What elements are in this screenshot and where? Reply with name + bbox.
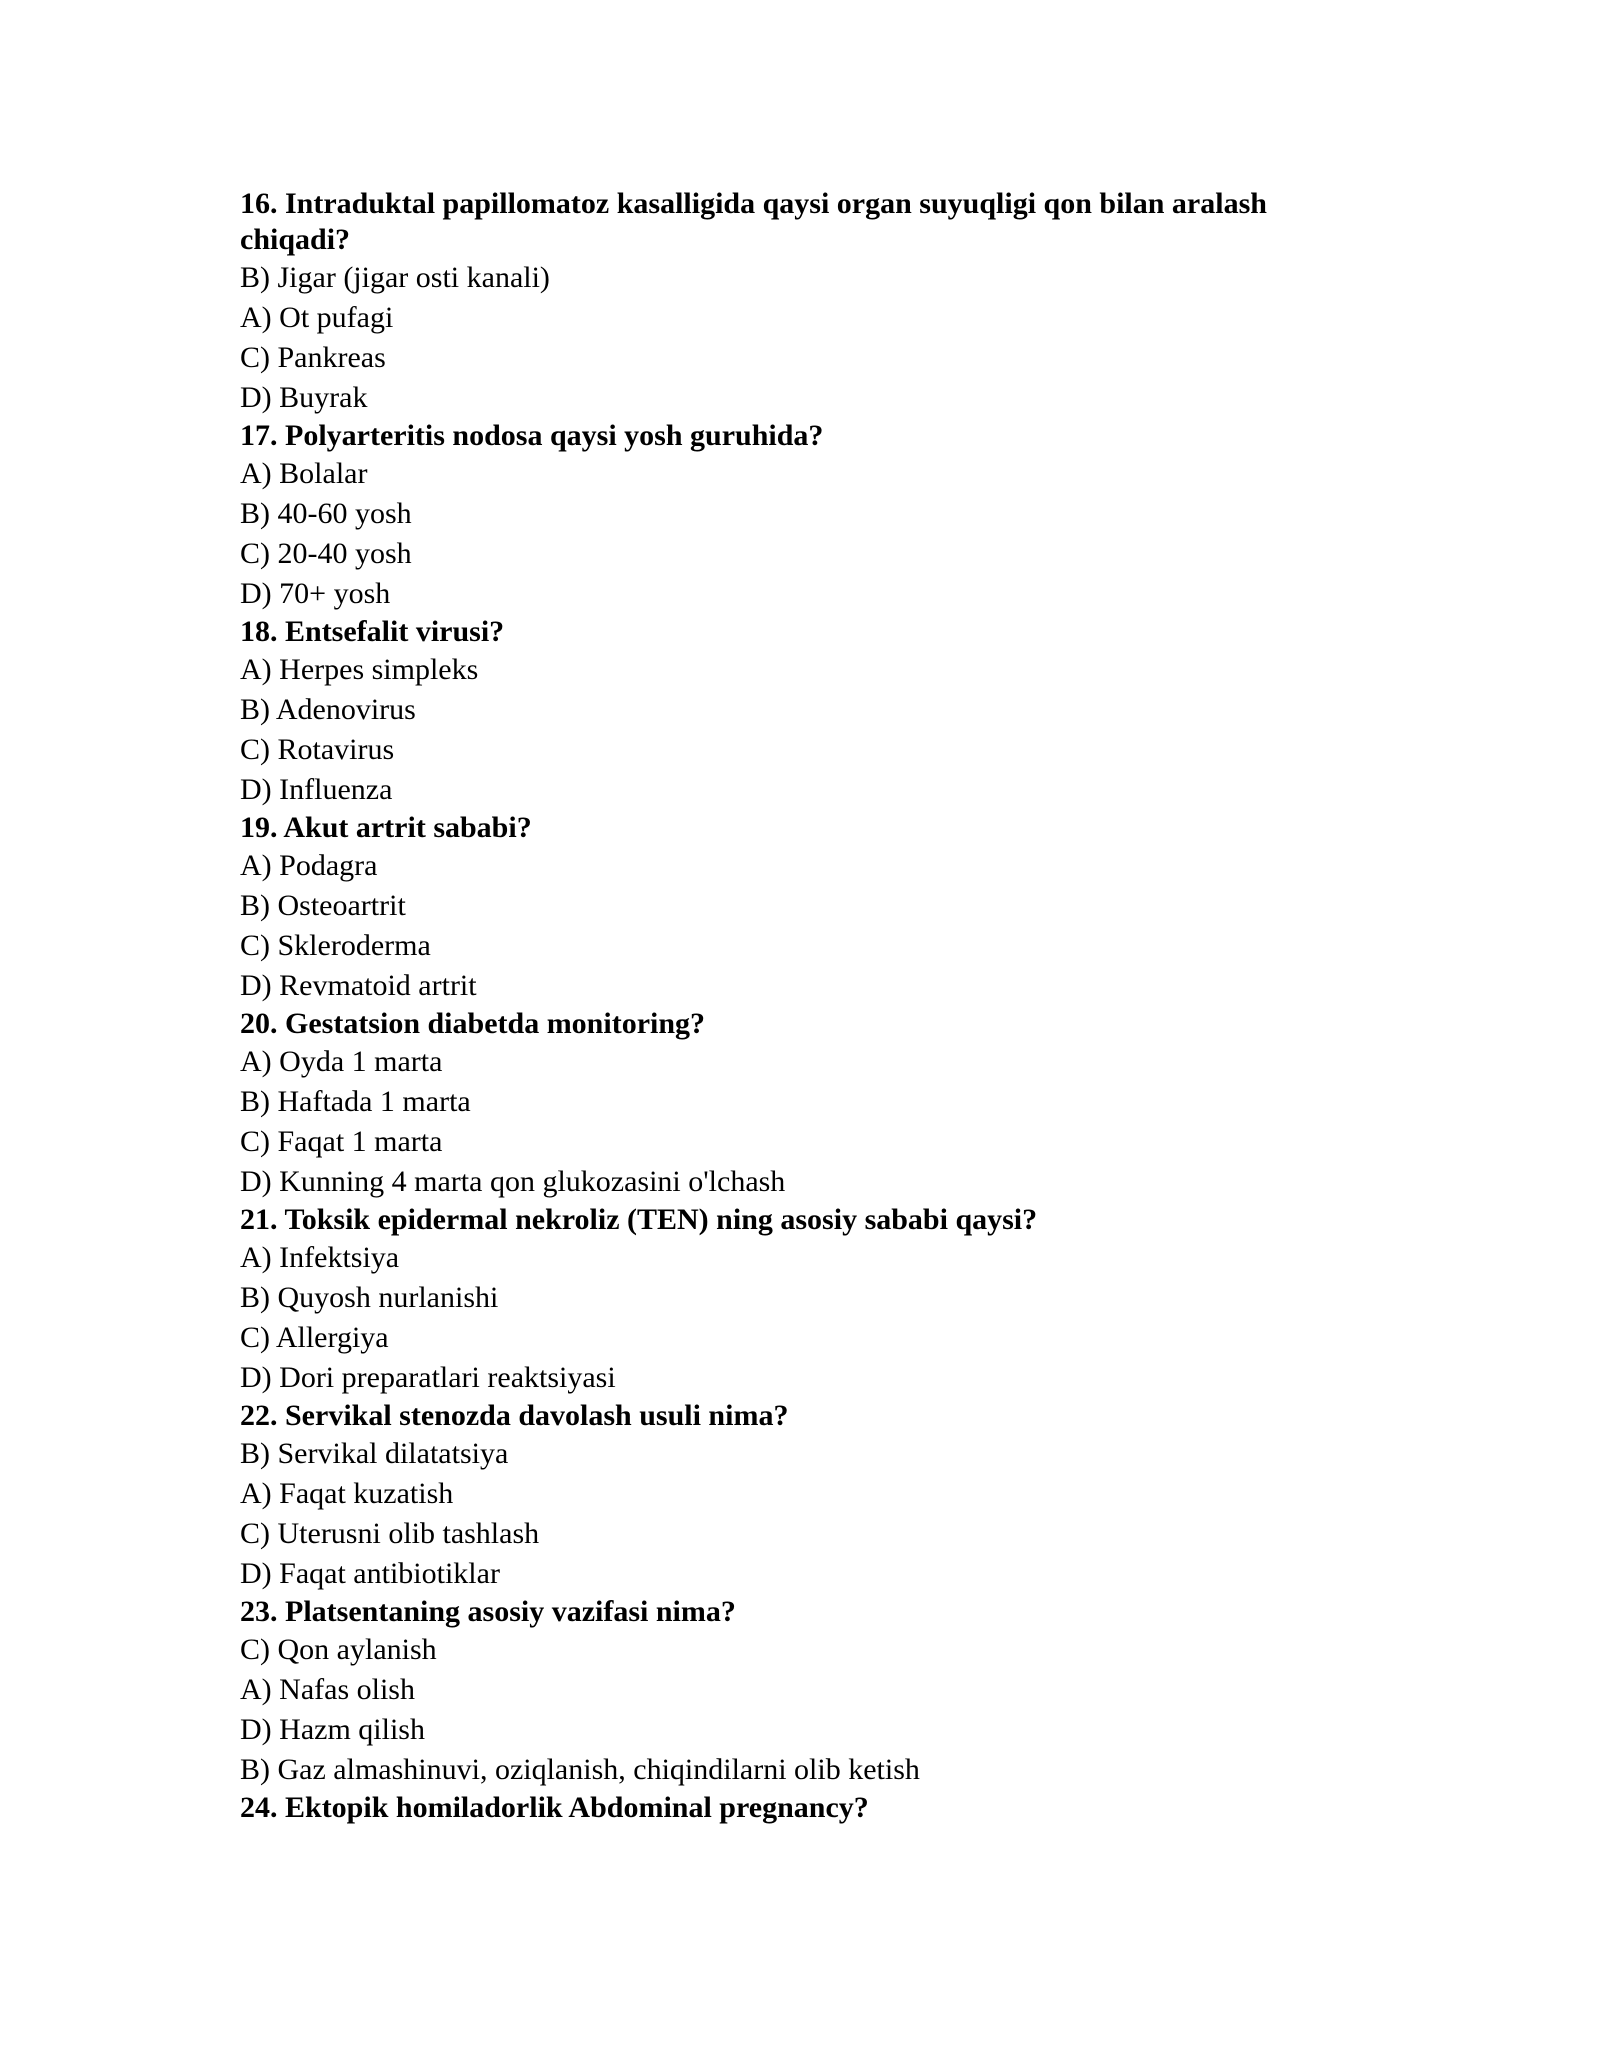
answer-option: C) Faqat 1 marta [240, 1125, 443, 1158]
answer-option: B) 40-60 yosh [240, 497, 412, 530]
answer-option: A) Ot pufagi [240, 301, 394, 334]
answer-option: A) Faqat kuzatish [240, 1477, 454, 1510]
question-17 [240, 418, 1360, 614]
answer-option: A) Bolalar [240, 457, 368, 490]
answer-option: C) Rotavirus [240, 733, 395, 766]
answer-option: A) Podagra [240, 849, 378, 882]
answer-option: B) Adenovirus [240, 693, 416, 726]
question-title: 20. Gestatsion diabetda monitoring? [240, 1007, 706, 1040]
answer-option: C) Skleroderma [240, 929, 431, 962]
answer-option: C) Uterusni olib tashlash [240, 1517, 540, 1550]
question-title: 23. Platsentaning asosiy vazifasi nima? [240, 1595, 736, 1628]
answer-option: D) Kunning 4 marta qon glukozasini o'lchash [240, 1165, 786, 1198]
answer-option: B) Jigar (jigar osti kanali) [240, 261, 550, 294]
answer-option: D) 70+ yosh [240, 577, 391, 610]
answer-option: B) Osteoartrit [240, 889, 406, 922]
answer-option: A) Oyda 1 marta [240, 1045, 443, 1078]
question-list [240, 186, 1360, 1826]
answer-option: D) Dori preparatlari reaktsiyasi [240, 1361, 616, 1394]
answer-option: B) Gaz almashinuvi, oziqlanish, chiqindilarni olib ketish [240, 1753, 920, 1786]
question-title: 17. Polyarteritis nodosa qaysi yosh guruhida? [240, 419, 824, 452]
answer-option: D) Influenza [240, 773, 393, 806]
answer-option: C) Pankreas [240, 341, 386, 374]
answer-option: A) Infektsiya [240, 1241, 400, 1274]
answer-option: B) Haftada 1 marta [240, 1085, 471, 1118]
question-18 [240, 614, 1360, 810]
question-title: 16. Intraduktal papillomatoz kasalligida qaysi organ suyuqligi qon bilan aralash chiqadi? [240, 187, 1267, 256]
question-19 [240, 810, 1360, 1006]
answer-option: C) 20-40 yosh [240, 537, 412, 570]
question-23 [240, 1594, 1360, 1790]
question-title: 24. Ektopik homiladorlik Abdominal pregnancy? [240, 1791, 869, 1824]
question-24 [240, 1790, 1360, 1826]
answer-option: D) Revmatoid artrit [240, 969, 477, 1002]
answer-option: D) Hazm qilish [240, 1713, 425, 1746]
question-title: 22. Servikal stenozda davolash usuli nima? [240, 1399, 789, 1432]
answer-option: B) Servikal dilatatsiya [240, 1437, 509, 1470]
answer-option: C) Allergiya [240, 1321, 389, 1354]
question-16 [240, 186, 1360, 418]
answer-option: A) Nafas olish [240, 1673, 415, 1706]
answer-option: B) Quyosh nurlanishi [240, 1281, 499, 1314]
answer-option: D) Buyrak [240, 381, 368, 414]
answer-option: D) Faqat antibiotiklar [240, 1557, 500, 1590]
answer-option: C) Qon aylanish [240, 1633, 437, 1666]
question-21 [240, 1202, 1360, 1398]
question-20 [240, 1006, 1360, 1202]
question-22 [240, 1398, 1360, 1594]
question-title: 19. Akut artrit sababi? [240, 811, 532, 844]
answer-option: A) Herpes simpleks [240, 653, 479, 686]
question-title: 21. Toksik epidermal nekroliz (TEN) ning asosiy sababi qaysi? [240, 1203, 1038, 1236]
question-title: 18. Entsefalit virusi? [240, 615, 505, 648]
